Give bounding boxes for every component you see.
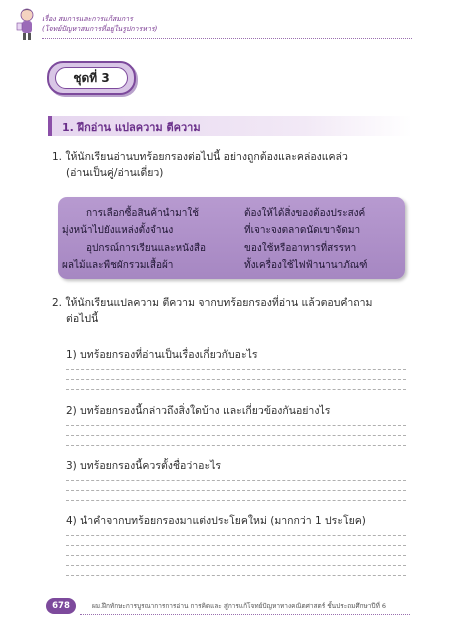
footer-divider [80, 614, 410, 615]
answer-line[interactable] [66, 545, 406, 546]
poem-right-line: ต้องให้ได้สิ่งของต้องประสงค์ [244, 208, 366, 219]
header-topic-line: เรื่อง สมการและการแก้สมการ [42, 15, 133, 23]
answer-line[interactable] [66, 379, 406, 380]
footer-text: ผม.ฝึกทักษะการบูรณาการการอ่าน การคิดและ สู่การแก้โจทย์ปัญหาทางคณิตศาสตร์ ชั้นประถมศึกษาปีที่ 6 [92, 602, 387, 610]
poem-right-line: ที่เจาะจงตลาดนัดเขาจัดมา [244, 225, 361, 236]
answer-line[interactable] [66, 555, 406, 556]
section-title: 1. ฝึกอ่าน แปลความ ตีความ [62, 121, 201, 134]
student-mascot-icon [14, 6, 40, 42]
instruction-1-line-2: (อ่านเป็นคู่/อ่านเดี่ยว) [66, 167, 164, 179]
poem-box [58, 197, 405, 279]
answer-line[interactable] [66, 369, 406, 370]
answer-line[interactable] [66, 435, 406, 436]
answer-line[interactable] [66, 575, 406, 576]
poem-left-line: มุ่งหน้าไปยังแหล่งตั้งจำนง [62, 225, 174, 236]
instruction-2-line-1: 2. ให้นักเรียนแปลความ ตีความ จากบทร้อยกรองที่อ่าน แล้วตอบคำถาม [52, 297, 373, 309]
instruction-1-line-1: 1. ให้นักเรียนอ่านบทร้อยกรองต่อไปนี้ อย่างถูกต้องและคล่องแคล่ว [52, 151, 348, 163]
poem-right-line: ของใช้หรืออาหารที่สรรหา [244, 243, 357, 254]
header-divider [42, 38, 412, 39]
poem-right-line: ทั้งเครื่องใช้ไฟฟ้านานาภัณฑ์ [244, 260, 368, 271]
answer-line[interactable] [66, 480, 406, 481]
answer-line[interactable] [66, 389, 406, 390]
answer-line[interactable] [66, 425, 406, 426]
poem-left-line: การเลือกซื้อสินค้านำมาใช้ [86, 208, 200, 219]
header-subtopic-line: (โจทย์ปัญหาสมการที่อยู่ในรูปการหาร) [42, 25, 158, 33]
instruction-2-line-2: ต่อไปนี้ [66, 313, 99, 325]
set-badge-label: ชุดที่ 3 [55, 67, 128, 89]
question-4: 4) นำคำจากบทร้อยกรองมาแต่งประโยคใหม่ (มากกว่า 1 ประโยค) [66, 515, 366, 527]
poem-left-line: ผลไม้และพืชผักรวมเสื้อผ้า [62, 260, 174, 271]
question-3: 3) บทร้อยกรองนี้ควรตั้งชื่อว่าอะไร [66, 460, 222, 472]
answer-line[interactable] [66, 535, 406, 536]
answer-line[interactable] [66, 500, 406, 501]
set-badge [47, 61, 136, 95]
answer-line[interactable] [66, 490, 406, 491]
poem-left-line: อุปกรณ์การเรียนและหนังสือ [86, 243, 206, 254]
question-1: 1) บทร้อยกรองที่อ่านเป็นเรื่องเกี่ยวกับอะไร [66, 349, 258, 361]
answer-line[interactable] [66, 565, 406, 566]
header-topic [42, 14, 157, 34]
answer-line[interactable] [66, 445, 406, 446]
question-2: 2) บทร้อยกรองนี้กล่าวถึงสิ่งใดบ้าง และเกี่ยวข้องกันอย่างไร [66, 405, 331, 417]
page-number-badge: 678 [46, 598, 76, 614]
section-heading-bar [48, 116, 412, 136]
